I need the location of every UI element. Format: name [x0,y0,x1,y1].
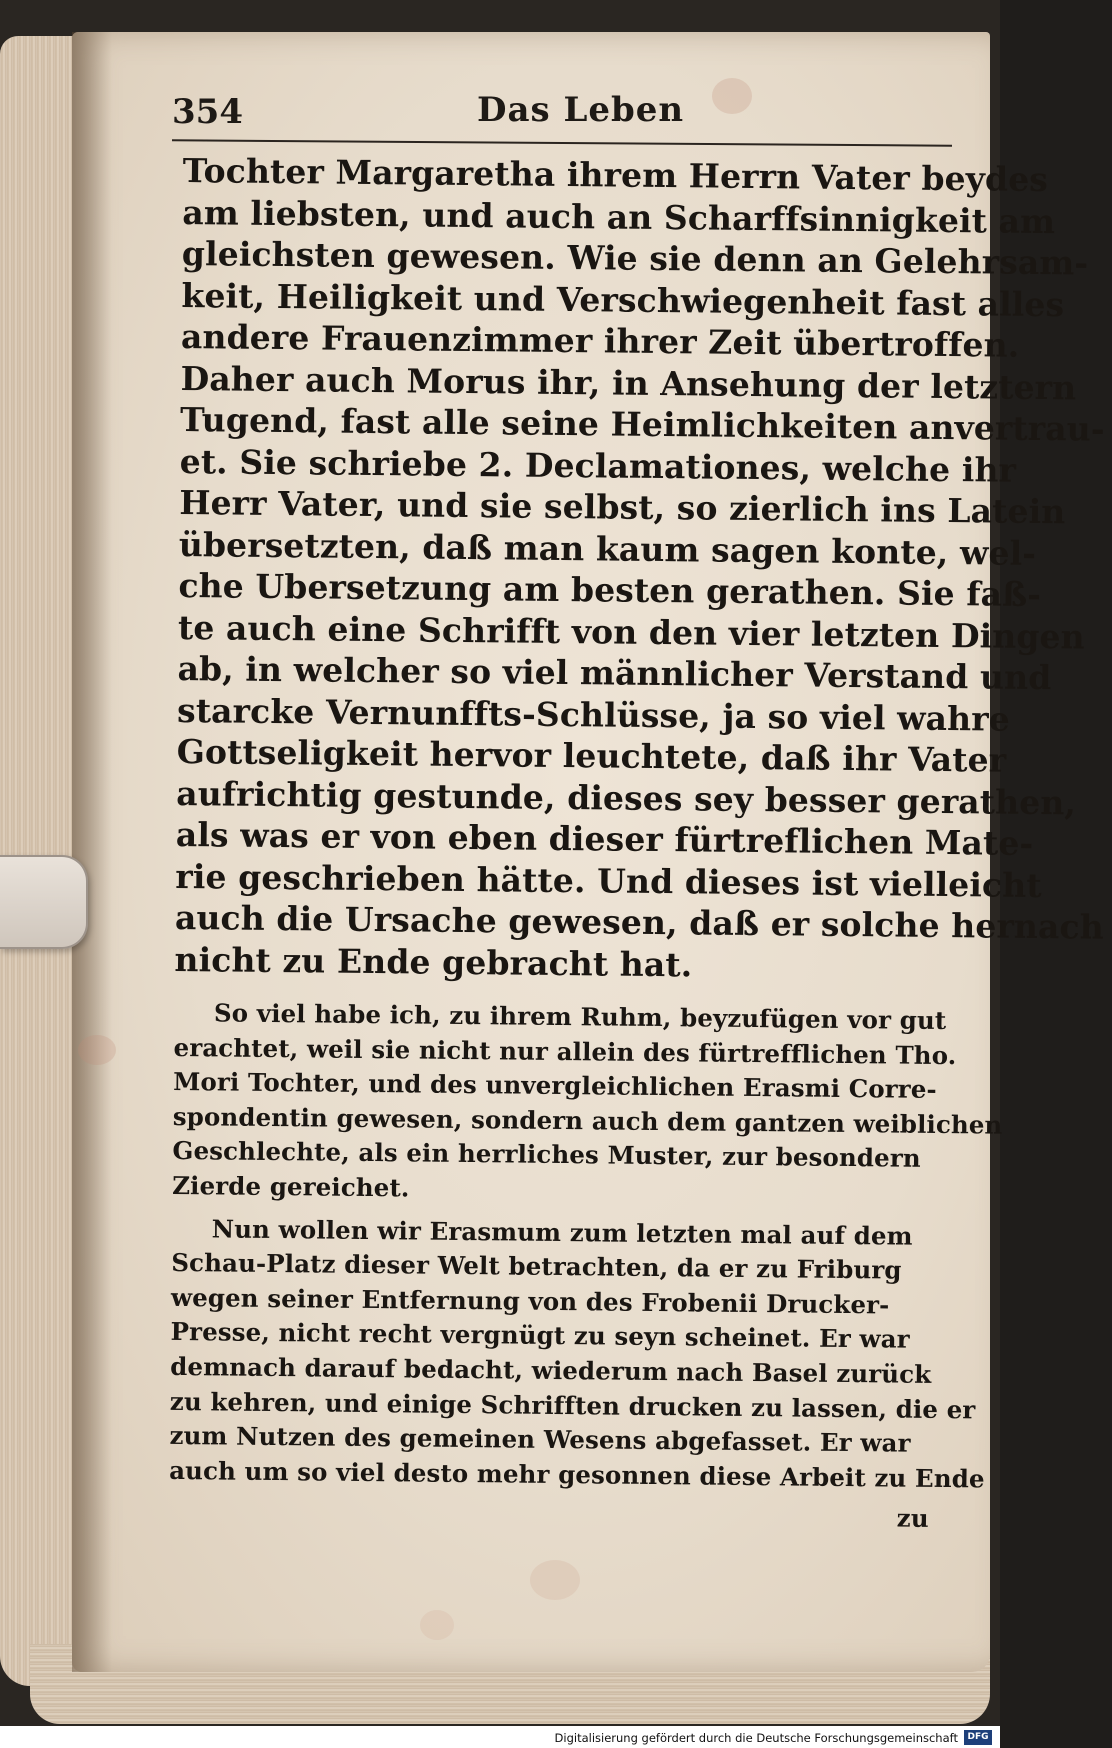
text-line: als was er von eben dieser fürtreflichen Mate- [175,814,1034,863]
text-line: Tochter Margaretha ihrem Herrn Vater beydes [182,150,1049,200]
text-line: Presse, nicht recht vergnügt zu seyn scheinet. Er war [170,1317,910,1355]
text-line: demnach darauf bedacht, wiederum nach Basel zurück [170,1351,932,1389]
text-line: Zierde gereichet. [172,1170,410,1203]
text-line: spondentin gewesen, sondern auch dem gantzen weiblichen [172,1101,1003,1140]
dfg-logo: DFG [964,1730,992,1745]
clip-tab [0,855,88,949]
text-line: zum Nutzen des gemeinen Wesens abgefasset. Er war [169,1421,911,1458]
text-line: Gottseligkeit hervor leuchtete, daß ihr Vater [176,731,1007,780]
text-line: che Ubersetzung am besten gerathen. Sie faß- [178,565,1042,615]
text-line: starcke Vernunffts-Schlüsse, ja so viel wahre [176,690,1011,739]
paper-stain [420,1610,454,1640]
note-paragraph [172,996,1003,1212]
continued-paragraph [169,1212,985,1537]
text-line: Geschlechte, als ein herrliches Muster, zur besondern [172,1136,921,1174]
gutter-shadow [72,32,112,1672]
footer-strip [0,1726,1000,1748]
text-line: gleichsten gewesen. Wie sie denn an Gelehrsam- [181,233,1089,283]
text-line: te auch eine Schrifft von den vier letzten Dingen [177,607,1085,656]
text-line: auch die Ursache gewesen, daß er solche hernach [174,897,1105,947]
page-number: 354 [172,92,243,132]
text-line: erachtet, weil sie nicht nur allein des fürtrefflichen Tho. [173,1032,957,1070]
paper-stain [78,1035,116,1065]
text-line: Herr Vater, und sie selbst, so zierlich ins Latein [179,482,1066,532]
text-line: andere Frauenzimmer ihrer Zeit übertroffen. [180,316,1020,365]
text-line: et. Sie schriebe 2. Declamationes, welche ihr [179,441,1017,490]
text-line: zu kehren, und einige Schrifften drucken zu lassen, die er [169,1386,976,1424]
text-line: Mori Tochter, und des unvergleichlichen Erasmi Corre- [173,1067,937,1105]
text-line: am liebsten, und auch an Scharffsinnigkeit am [182,192,1056,241]
text-line: ab, in welcher so viel männlicher Verstand und [177,648,1052,698]
catchword: zu [896,1503,929,1534]
running-head: Das Leben [477,90,685,130]
digitization-credit: Digitalisierung gefördert durch die Deutsche Forschungsgemeinschaft [554,1731,958,1745]
text-line: So viel habe ich, zu ihrem Ruhm, beyzufügen vor gut [213,998,947,1036]
text-line: übersetzten, daß man kaum sagen konte, wel- [178,524,1037,573]
main-paragraph [174,150,1105,988]
text-line: keit, Heiligkeit und Verschwiegenheit fast alles [181,275,1065,324]
page-header [172,86,952,140]
text-line: Tugend, fast alle seine Heimlichkeiten anvertrau- [179,399,1105,449]
text-line: Nun wollen wir Erasmum zum letzten mal auf dem [211,1213,913,1251]
text-line: Daher auch Morus ihr, in Ansehung der letztern [180,358,1077,407]
paper-stain [530,1560,580,1600]
text-line: Schau-Platz dieser Welt betrachten, da er zu Friburg [171,1248,902,1285]
text-line: aufrichtig gestunde, dieses sey besser gerathen, [176,773,1077,822]
text-line: nicht zu Ende gebracht hat. [174,939,693,984]
text-line: rie geschrieben hätte. Und dieses ist vielleicht [175,856,1042,905]
text-line: auch um so viel desto mehr gesonnen diese Arbeit zu Ende [169,1455,985,1494]
text-line: wegen seiner Entfernung von des Frobenii Drucker- [170,1282,890,1320]
page-body [169,150,1105,1537]
